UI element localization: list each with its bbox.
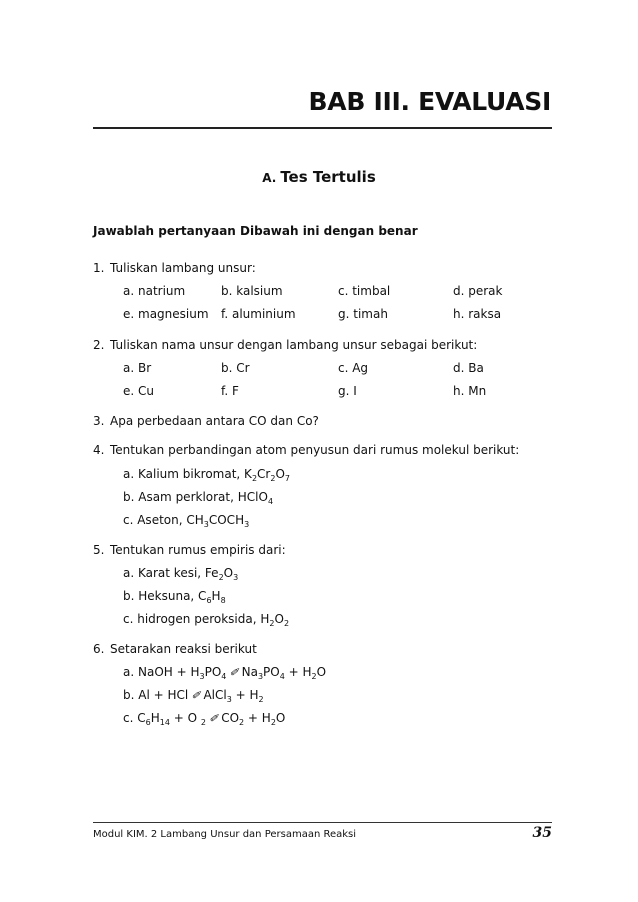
formula-item: c. Aseton, $CH_3COCH_3$ (123, 513, 250, 529)
instruction: Jawablah pertanyaan Dibawah ini dengan benar (93, 224, 418, 238)
footer-divider (93, 822, 552, 823)
title-divider (93, 127, 552, 129)
formula-item: b. Heksuna, $C_6H_8$ (123, 589, 226, 605)
question-number: 4. (93, 443, 105, 457)
option: f. aluminium (221, 307, 296, 321)
option: f. F (221, 384, 239, 398)
option: b. kalsium (221, 284, 283, 298)
question-text: Tentukan rumus empiris dari: (110, 543, 286, 557)
formula-item: c. hidrogen peroksida, $H_2O_2$ (123, 612, 290, 628)
option: c. timbal (338, 284, 391, 298)
question-number: 1. (93, 261, 105, 275)
option: e. magnesium (123, 307, 209, 321)
option: g. timah (338, 307, 388, 321)
section-title: Tes Tertulis (280, 168, 376, 186)
question-text: Tentukan perbandingan atom penyusun dari rumus molekul berikut: (110, 443, 520, 457)
question-text: Setarakan reaksi berikut (110, 642, 257, 656)
pencil-icon: ✐ (229, 666, 239, 679)
reaction-item: a. NaOH + $H_3PO_4$ ✐ $Na_3PO_4 + H_2O$ (123, 665, 327, 681)
question-text: Tuliskan lambang unsur: (110, 261, 256, 275)
reaction-item: c. $C_6H_{14} + O$ $_2$ ✐ $CO_2 + H_2O$ (123, 711, 286, 727)
section-letter: A. (262, 171, 277, 185)
pencil-icon: ✐ (208, 712, 219, 725)
page-number: 35 (532, 825, 552, 841)
option: h. raksa (453, 307, 502, 321)
option: a. Br (123, 361, 152, 375)
option: e. Cu (123, 384, 154, 398)
formula-item: a. Kalium bikromat, $K_2Cr_2O_7$ (123, 467, 290, 483)
question-number: 2. (93, 338, 105, 352)
question-number: 6. (93, 642, 105, 656)
option: b. Cr (221, 361, 250, 375)
section-heading (0, 168, 638, 186)
pencil-icon: ✐ (191, 689, 201, 702)
question-text: Tuliskan nama unsur dengan lambang unsur sebagai berikut: (110, 338, 478, 352)
reaction-item: b. Al + HCl ✐ AlCl$_3$ + $H_2$ (123, 688, 264, 704)
formula-item: b. Asam perklorat, HClO$_4$ (123, 490, 274, 506)
option: d. perak (453, 284, 503, 298)
option: h. Mn (453, 384, 487, 398)
option: c. Ag (338, 361, 369, 375)
option: d. Ba (453, 361, 484, 375)
question-number: 3. (93, 414, 105, 428)
question-number: 5. (93, 543, 105, 557)
question-text: Apa perbedaan antara CO dan Co? (110, 414, 319, 428)
option: a. natrium (123, 284, 186, 298)
footer-text: Modul KIM. 2 Lambang Unsur dan Persamaan Reaksi (93, 829, 357, 840)
formula-item: a. Karat kesi, $Fe_2O_3$ (123, 566, 239, 582)
chapter-title: BAB III. EVALUASI (308, 87, 551, 116)
option: g. I (338, 384, 357, 398)
